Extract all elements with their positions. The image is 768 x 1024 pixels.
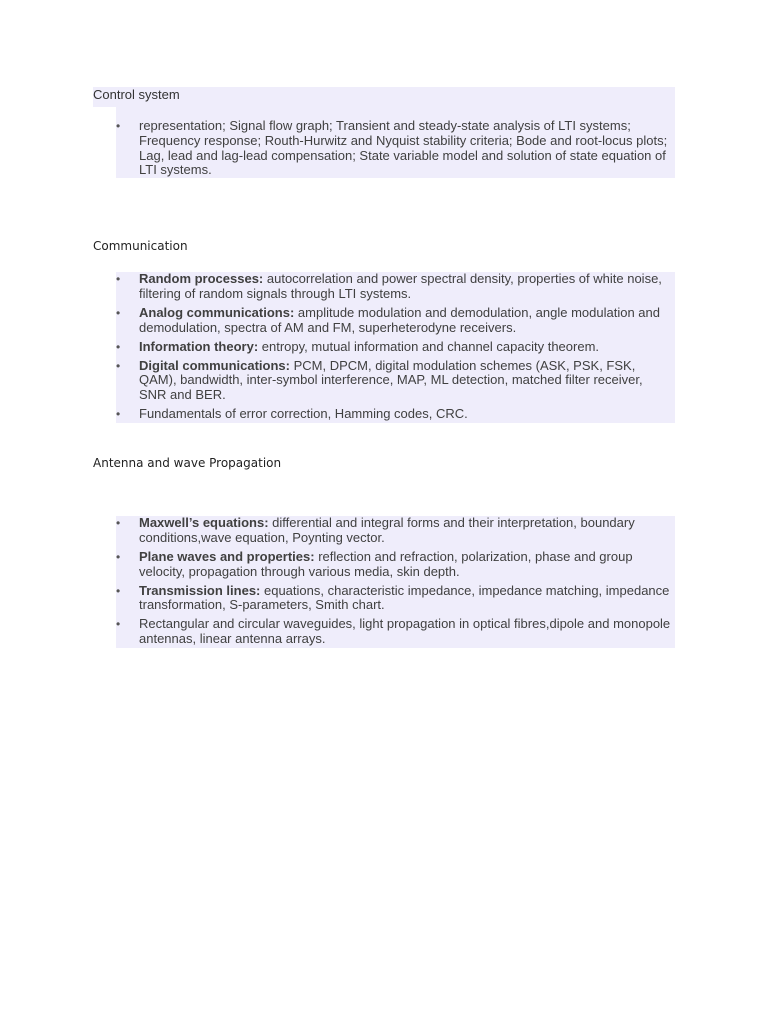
list-item: • Plane waves and properties: reflection and refraction, polarization, phase and group velocity, propagation through various media, skin depth. <box>116 550 675 580</box>
list-item: • Maxwell’s equations: differential and integral forms and their interpretation, boundary conditions,wave equation, Poynting vector. <box>116 516 675 546</box>
list-item: • Fundamentals of error correction, Hamming codes, CRC. <box>116 407 675 422</box>
section-heading: Antenna and wave Propagation <box>93 456 282 470</box>
list-item: • Digital communications: PCM, DPCM, digital modulation schemes (ASK, PSK, FSK, QAM), bandwidth, inter-symbol interference, MAP, ML detection, matched filter receiver, SNR and BER. <box>116 359 675 403</box>
list-item: • representation; Signal flow graph; Transient and steady-state analysis of LTI systems; Frequency response; Routh-Hurwitz and Nyquist stability criteria; Bode and root-locus plots; Lag, lead and lag-lead compensation; State variable model and solution of state equation of LTI systems. <box>116 119 675 178</box>
list-item: • Rectangular and circular waveguides, light propagation in optical fibres,dipole and monopole antennas, linear antenna arrays. <box>116 617 675 647</box>
list-item: • Analog communications: amplitude modulation and demodulation, angle modulation and demodulation, spectra of AM and FM, superheterodyne receivers. <box>116 306 675 336</box>
bullet-list <box>116 516 675 647</box>
bullet-list <box>116 272 675 422</box>
list-item: • Transmission lines: equations, characteristic impedance, impedance matching, impedance transformation, S-parameters, Smith chart. <box>116 584 675 614</box>
heading-highlight <box>93 87 675 107</box>
list-item: • Information theory: entropy, mutual information and channel capacity theorem. <box>116 340 675 355</box>
list-item: • Random processes: autocorrelation and power spectral density, properties of white noise, filtering of random signals through LTI systems. <box>116 272 675 302</box>
bullet-list <box>116 119 675 178</box>
section-heading: Communication <box>93 239 188 253</box>
section-heading: Control system <box>93 87 180 102</box>
